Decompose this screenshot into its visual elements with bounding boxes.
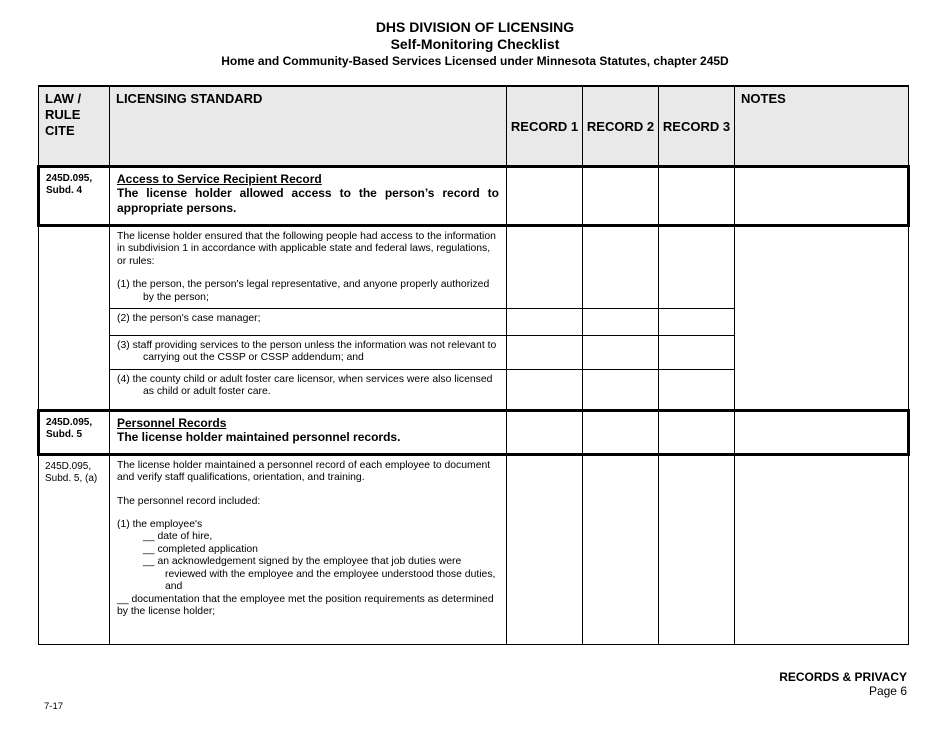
record-1-cell[interactable]	[507, 226, 583, 309]
record-2-cell[interactable]	[583, 309, 659, 336]
col-header-record-1: RECORD 1	[507, 86, 583, 167]
document-title: DHS DIVISION OF LICENSING	[375, 19, 575, 35]
notes-cell[interactable]	[735, 226, 909, 411]
table-header-row	[39, 86, 909, 167]
section-row-access	[39, 167, 909, 226]
standard-item: (3) staff providing services to the person unless the information was not relevant to carrying out the CSSP or CSSP addendum; and	[110, 336, 507, 370]
section-title: Personnel Records	[117, 415, 227, 430]
col-header-standard: LICENSING STANDARD	[110, 86, 507, 167]
checklist-item: __ documentation that the employee met the position requirements as determined by the license holder;	[117, 593, 494, 617]
record-3-cell[interactable]	[659, 454, 735, 644]
checklist-item: __ an acknowledgement signed by the employee that job duties were reviewed with the employee and the employee understood those duties, and	[143, 556, 496, 593]
record-3-cell[interactable]	[659, 336, 735, 370]
notes-cell[interactable]	[735, 167, 909, 226]
section-title: Access to Service Recipient Record	[117, 172, 322, 186]
record-1-cell[interactable]	[507, 369, 583, 410]
checklist-item: __ completed application	[143, 543, 258, 555]
record-2-cell[interactable]	[583, 167, 659, 226]
record-3-cell[interactable]	[659, 369, 735, 410]
standard-text: The license holder ensured that the following people had access to the information in subdivision 1 in accordance with applicable state and federal laws, regulations, or rules: (1) the person, the person's legal representative, and anyone properly authorized by the person;	[110, 226, 507, 309]
col-header-notes: NOTES	[735, 86, 909, 167]
table-row	[39, 226, 909, 309]
section-cite: 245D.095, Subd. 5	[39, 410, 110, 454]
record-2-cell[interactable]	[583, 410, 659, 454]
record-1-cell[interactable]	[507, 167, 583, 226]
record-1-cell[interactable]	[507, 410, 583, 454]
record-2-cell[interactable]	[583, 454, 659, 644]
record-2-cell[interactable]	[583, 336, 659, 370]
section-description: The license holder allowed access to the person’s record to appropriate persons.	[117, 186, 499, 215]
record-2-cell[interactable]	[583, 369, 659, 410]
notes-cell[interactable]	[735, 410, 909, 454]
revision-code: 7-17	[44, 701, 64, 712]
record-3-cell[interactable]	[659, 410, 735, 454]
footer-section: RECORDS & PRIVACY	[779, 670, 907, 684]
col-header-record-3: RECORD 3	[659, 86, 735, 167]
page-footer	[779, 670, 907, 698]
record-2-cell[interactable]	[583, 226, 659, 309]
section-description: The license holder maintained personnel records.	[117, 429, 401, 444]
record-1-cell[interactable]	[507, 336, 583, 370]
document-subtitle: Self-Monitoring Checklist	[390, 36, 560, 52]
standard-text: The license holder maintained a personnel record of each employee to document and verify staff qualifications, orientation, and training. The personnel record included: (1) the employee's __ date of hire, __ completed application __ an acknowledgement signed by the employee that job duties were reviewed with the employee and the employee understood those duties, and __ documentation that the employee met the position requirements as determined by the license holder;	[110, 454, 507, 644]
record-1-cell[interactable]	[507, 309, 583, 336]
standard-item: (1) the person, the person's legal representative, and anyone properly authorized by the person;	[117, 279, 490, 303]
standard-item: (2) the person's case manager;	[110, 309, 507, 336]
section-standard	[110, 167, 507, 226]
checklist-table	[37, 85, 910, 645]
cite-cell	[39, 226, 110, 411]
record-3-cell[interactable]	[659, 167, 735, 226]
cite-cell: 245D.095, Subd. 5, (a)	[39, 454, 110, 644]
document-scope: Home and Community-Based Services Licensed under Minnesota Statutes, chapter 245D	[221, 54, 729, 68]
record-3-cell[interactable]	[659, 226, 735, 309]
section-standard	[110, 410, 507, 454]
col-header-record-2: RECORD 2	[583, 86, 659, 167]
col-header-cite: LAW / RULE CITE	[39, 86, 110, 167]
notes-cell[interactable]	[735, 454, 909, 644]
record-1-cell[interactable]	[507, 454, 583, 644]
table-row	[39, 454, 909, 644]
section-row-personnel	[39, 410, 909, 454]
standard-item: (4) the county child or adult foster care licensor, when services were also licensed as child or adult foster care.	[110, 369, 507, 410]
page-number: Page 6	[868, 684, 907, 698]
record-3-cell[interactable]	[659, 309, 735, 336]
checklist-item: __ date of hire,	[143, 531, 213, 543]
section-cite: 245D.095, Subd. 4	[39, 167, 110, 226]
